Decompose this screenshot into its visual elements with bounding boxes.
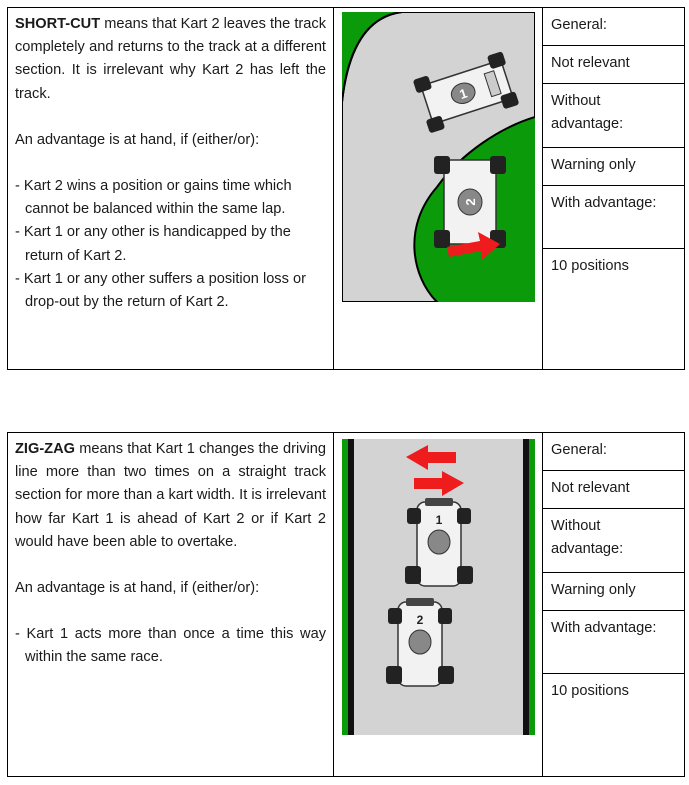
- rule-table-shortcut: [7, 7, 685, 370]
- penalty-without-value: Warning only: [543, 572, 684, 610]
- penalty-general-value: Not relevant: [543, 470, 684, 508]
- kart-number: 2: [416, 613, 423, 627]
- advantage-intro: An advantage is at hand, if (either/or):: [15, 131, 260, 148]
- condition-item: - Kart 1 or any other suffers a position loss or drop-out by the return of Kart 2.: [15, 270, 306, 311]
- penalty-with-label: With advantage:: [543, 185, 684, 248]
- condition-item: - Kart 1 or any other is handicapped by the return of Kart 2.: [15, 224, 291, 264]
- shortcut-illustration: [342, 12, 535, 302]
- kerb-left: [348, 439, 354, 735]
- penalty-general-value: Not relevant: [543, 45, 684, 83]
- penalty-cell: [543, 8, 685, 370]
- illustration-cell: [334, 433, 543, 777]
- kart-number: 1: [435, 513, 442, 527]
- rule-definition-text: means that Kart 1 changes the driving line more than two times on a straight track section for more than a kart width. It is irrelevant how far Kart 1 is ahead of Kart 2 or if Kart 2 would have been able to overtake.: [15, 441, 326, 550]
- kart-2: [434, 156, 506, 248]
- penalty-without-label: Without advantage:: [543, 508, 684, 572]
- grass-right: [529, 439, 535, 735]
- grass-left: [342, 439, 348, 735]
- rule-term: ZIG-ZAG: [15, 441, 75, 457]
- penalty-general-label: General:: [543, 433, 684, 470]
- penalty-with-value: 10 positions: [551, 682, 629, 699]
- rule-description-cell: [8, 433, 334, 777]
- rule-term: SHORT-CUT: [15, 16, 101, 32]
- rule-description-cell: [8, 8, 334, 370]
- rule-definition: [15, 13, 326, 106]
- penalty-with-label: With advantage:: [543, 610, 684, 673]
- penalty-general-label: General:: [543, 8, 684, 45]
- penalty-cell: [543, 433, 685, 777]
- illustration-cell: [334, 8, 543, 370]
- zigzag-illustration: [342, 439, 535, 735]
- penalty-table: [543, 433, 684, 709]
- rule-description: [8, 8, 333, 314]
- rule-definition: [15, 438, 326, 554]
- kart-number: 2: [462, 198, 478, 206]
- rule-table-zigzag: [7, 432, 685, 777]
- advantage-intro: An advantage is at hand, if (either/or):: [15, 580, 260, 597]
- condition-item: - Kart 2 wins a position or gains time which cannot be balanced within the same lap.: [15, 178, 292, 218]
- penalty-without-label: Without advantage:: [543, 83, 684, 147]
- rule-description: [8, 433, 333, 670]
- kart-number: 1: [457, 85, 469, 102]
- penalty-with-value: 10 positions: [551, 257, 629, 274]
- penalty-without-value: Warning only: [543, 147, 684, 185]
- condition-item: - Kart 1 acts more than once a time this way within the same race.: [15, 626, 326, 666]
- kerb-right: [523, 439, 529, 735]
- penalty-table: [543, 8, 684, 284]
- rule-definition-text: means that Kart 2 leaves the track completely and returns to the track at a different section. It is irrelevant why Kart 2 has left the track.: [15, 16, 326, 102]
